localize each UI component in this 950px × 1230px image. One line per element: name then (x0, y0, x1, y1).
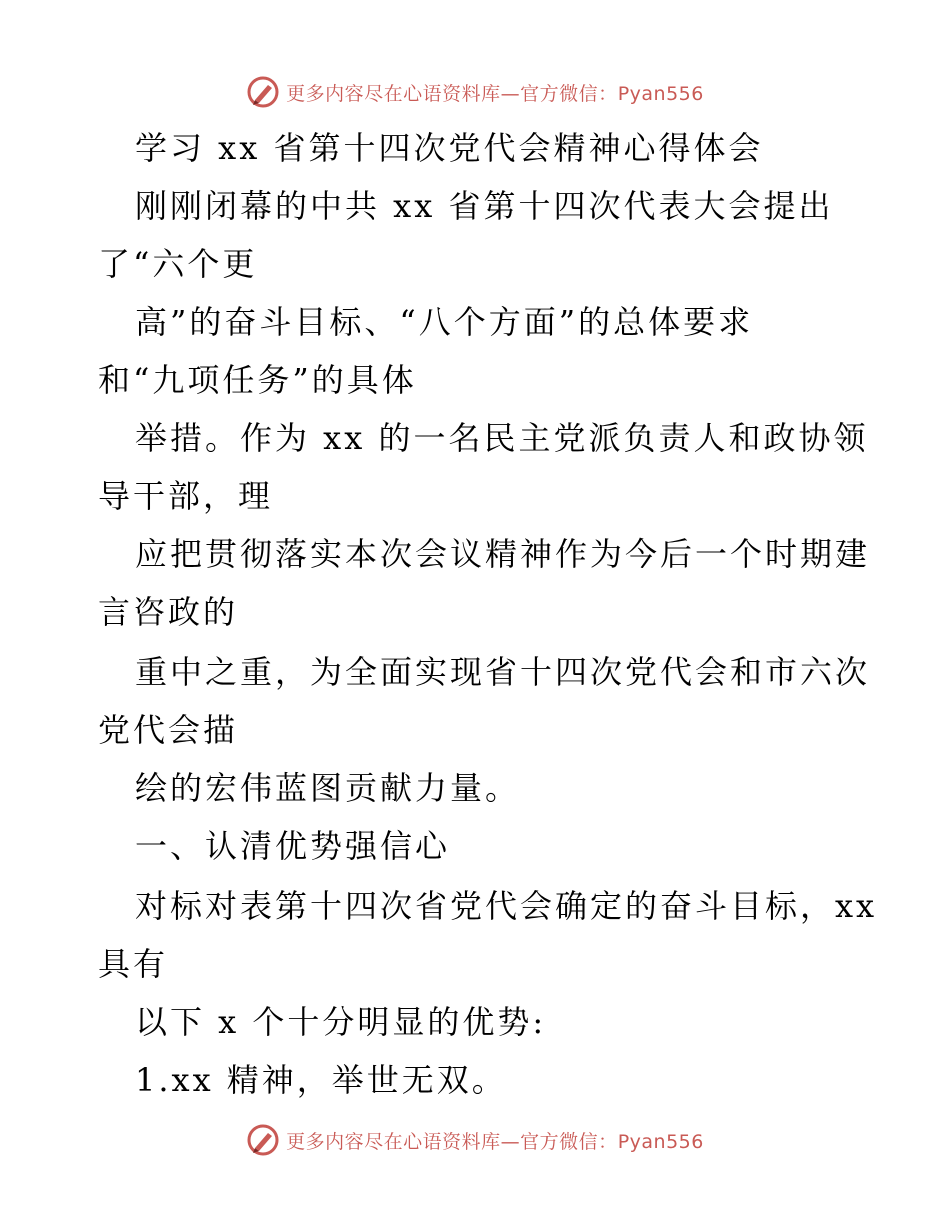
paragraph-line: 以下 x 个十分明显的优势: (135, 1003, 547, 1041)
pen-logo-icon (246, 75, 280, 109)
paragraph-line: 应把贯彻落实本次会议精神作为今后一个时期建 (135, 535, 871, 573)
paragraph-line: 导干部，理 (98, 477, 274, 515)
watermark-text: 更多内容尽在心语资料库—官方微信：Pyan556 (286, 1130, 704, 1153)
paragraph-line: 举措。作为 xx 的一名民主党派负责人和政协领 (135, 419, 869, 457)
paragraph-line: 重中之重，为全面实现省十四次党代会和市六次 (135, 653, 871, 691)
paragraph-line: 对标对表第十四次省党代会确定的奋斗目标，xx (135, 887, 878, 925)
document-title: 学习 xx 省第十四次党代会精神心得体会 (135, 129, 764, 167)
watermark-text: 更多内容尽在心语资料库—官方微信：Pyan556 (286, 82, 704, 105)
paragraph-line: 和“九项任务”的具体 (98, 361, 417, 399)
pen-logo-icon (246, 1123, 280, 1157)
paragraph-line: 高”的奋斗目标、“八个方面”的总体要求 (135, 303, 754, 341)
list-item: 1.xx 精神，举世无双。 (135, 1061, 507, 1099)
paragraph-line: 了“六个更 (98, 245, 258, 283)
paragraph-line: 党代会描 (98, 711, 239, 749)
section-heading: 一、认清优势强信心 (135, 827, 451, 865)
paragraph-line: 言咨政的 (98, 593, 239, 631)
header-watermark (0, 70, 950, 114)
paragraph-line: 刚刚闭幕的中共 xx 省第十四次代表大会提出 (135, 187, 834, 225)
footer-watermark (0, 1118, 950, 1162)
paragraph-line: 绘的宏伟蓝图贡献力量。 (135, 769, 521, 807)
paragraph-line: 具有 (98, 945, 169, 983)
